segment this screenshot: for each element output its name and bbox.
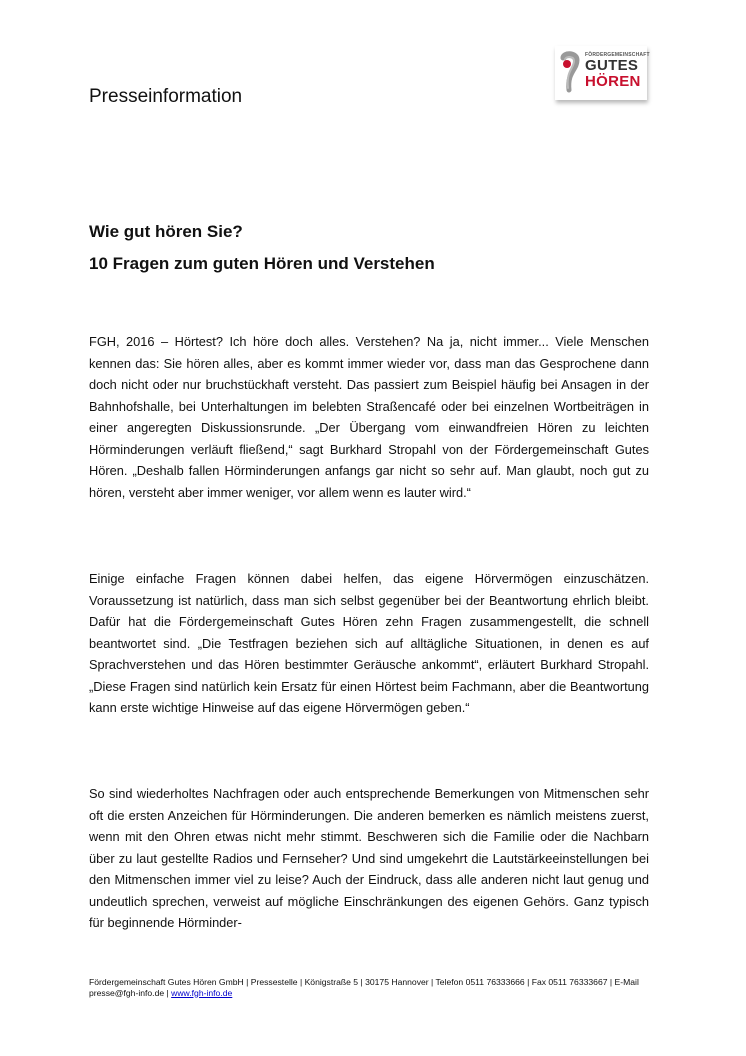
ear-icon bbox=[559, 50, 581, 94]
footer-contact-text: Fördergemeinschaft Gutes Hören GmbH | Pressestelle | Königstraße 5 | 30175 Hannover | Telefon 0511 76333666 | Fax 0511 76333667 | E-Mail presse@fgh-info.de | bbox=[89, 977, 639, 998]
title-line-1: Wie gut hören Sie? bbox=[89, 222, 243, 241]
logo-line2: HÖREN bbox=[585, 73, 641, 90]
document-title bbox=[89, 216, 435, 280]
document-type-label: Presseinformation bbox=[89, 86, 243, 107]
title-line-2: 10 Fragen zum guten Hören und Verstehen bbox=[89, 254, 435, 273]
page-footer bbox=[89, 977, 649, 998]
body-paragraph-1: FGH, 2016 – Hörtest? Ich höre doch alles. Verstehen? Na ja, nicht immer... Viele Menschen kennen das: Sie hören alles, aber es kommt immer wieder vor, dass man das Gesprochene dann doch nicht oder nur bruchstückhaft versteht. Das passiert zum Beispiel häufig bei Ansagen in der Bahnhofshalle, bei Unterhaltungen im belebten Straßencafé oder bei einzelnen Wortbeiträgen in einer angeregten Diskussionsrunde. „Der Übergang vom einwandfreien Hören zu leichten Hörminderungen verläuft fließend,“ sagt Burkhard Stropahl von der Fördergemeinschaft Gutes Hören. „Deshalb fallen Hörminderungen anfangs gar nicht so sehr auf. Man glaubt, noch gut zu hören, versteht aber immer weniger, vor allem wenn es lauter wird.“ bbox=[89, 334, 649, 500]
logo-line1: GUTES bbox=[585, 57, 639, 74]
body-paragraph-3: So sind wiederholtes Nachfragen oder auch entsprechende Bemerkungen von Mitmenschen sehr oft die ersten Anzeichen für Hörminderungen. Die anderen bemerken es nämlich meistens zuerst, wenn mit den Ohren etwas nicht mehr stimmt. Beschweren sich die Familie oder die Nachbarn über zu laut gestellte Radios und Fernseher? Und sind umgekehrt die Lautstärkeeinstellungen bei den Mitmenschen immer viel zu leise? Auch der Eindruck, dass alle anderen nicht laut genug und undeutlich sprechen, verweist auf mögliche Einschränkungen des eigenen Gehörs. Ganz typisch für beginnende Hörminder- bbox=[89, 786, 649, 930]
footer-website-link[interactable]: www.fgh-info.de bbox=[171, 987, 233, 998]
fgh-logo bbox=[555, 46, 650, 100]
body-paragraph-2: Einige einfache Fragen können dabei helfen, das eigene Hörvermögen einzuschätzen. Voraussetzung ist natürlich, dass man sich selbst gegenüber bei der Beantwortung ehrlich bleibt. Dafür hat die Fördergemeinschaft Gutes Hören zehn Fragen zusammengestellt, die schnell beantwortet sind. „Die Testfragen beziehen sich auf alltägliche Situationen, in denen es auf Sprachverstehen und das Hören bestimmter Geräusche ankommt“, erläutert Burkhard Stropahl. „Diese Fragen sind natürlich kein Ersatz für einen Hörtest beim Fachmann, aber die Beantwortung kann erste wichtige Hinweise auf das eigene Hörvermögen geben.“ bbox=[89, 571, 649, 715]
logo-top-text: FÖRDERGEMEINSCHAFT bbox=[585, 52, 650, 58]
